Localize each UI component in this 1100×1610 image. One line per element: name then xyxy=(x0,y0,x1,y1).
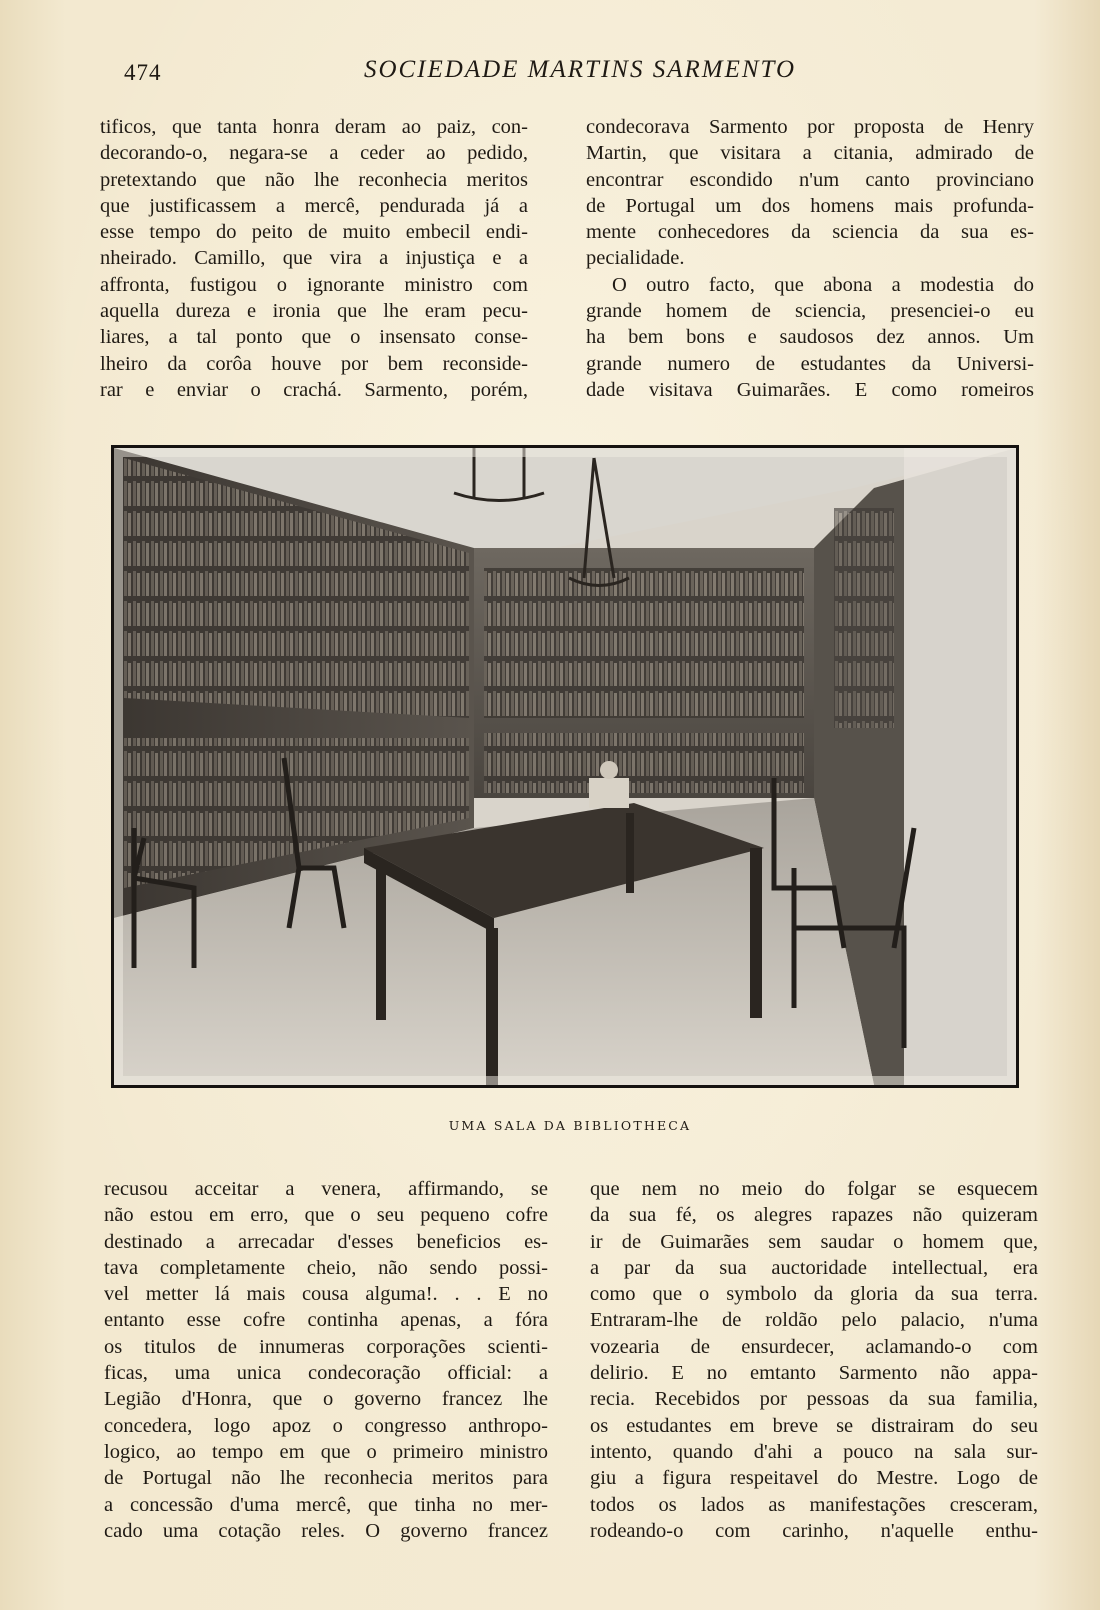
text-line: liares, a tal ponto que o insensato conse- xyxy=(100,326,528,349)
library-photograph xyxy=(111,445,1019,1088)
text-line: vozearia de ensurdecer, aclamando-o com xyxy=(590,1335,1038,1358)
text-line: grande homem de sciencia, presenciei-o eu xyxy=(586,300,1034,323)
text-line: tificos, que tanta honra deram ao paiz, con- xyxy=(100,116,528,138)
text-line: pretextando que não lhe reconhecia meritos xyxy=(100,168,528,191)
text-line: de Portugal não lhe reconhecia meritos para xyxy=(104,1467,548,1490)
text-line: aquella dureza e ironia que lhe eram pecu- xyxy=(100,300,528,323)
text-line: ir de Guimarães sem saudar o homem que, xyxy=(590,1230,1038,1253)
text-line: vel metter lá mais cousa alguma!. . . E no xyxy=(104,1283,548,1306)
text-line: mente conhecedores da sciencia da sua es- xyxy=(586,221,1034,244)
text-line: O outro facto, que abona a modestia do xyxy=(612,273,1034,296)
text-line: recusou acceitar a venera, affirmando, se xyxy=(104,1178,548,1200)
text-line: esse tempo do peito de muito embecil endi- xyxy=(100,221,528,244)
text-line: delirio. E no emtanto Sarmento não appa- xyxy=(590,1362,1038,1385)
text-line: os estudantes em breve se distrairam do seu xyxy=(590,1414,1038,1437)
text-line: os titulos de innumeras corporações scienti- xyxy=(104,1335,548,1358)
text-line: dade visitava Guimarães. E como romeiros xyxy=(586,378,1034,401)
text-line: Legião d'Honra, que o governo francez lhe xyxy=(104,1388,548,1411)
text-line: todos os lados as manifestações cresceram, xyxy=(590,1493,1038,1516)
text-line: como que o symbolo da gloria da sua terra. xyxy=(590,1283,1038,1306)
text-line: grande numero de estudantes da Universi- xyxy=(586,352,1034,375)
text-line: tava completamente cheio, não sendo possi- xyxy=(104,1256,548,1279)
text-line: que justificassem a mercê, pendurada já a xyxy=(100,194,528,217)
running-title: SOCIEDADE MARTINS SARMENTO xyxy=(363,56,797,83)
text-line: ficas, uma unica condecoração official: a xyxy=(104,1362,548,1385)
text-line: entanto esse cofre continha apenas, a fóra xyxy=(104,1309,548,1332)
text-line: giu a figura respeitavel do Mestre. Logo de xyxy=(590,1467,1038,1490)
text-line: lheiro da corôa houve por bem reconside- xyxy=(100,352,528,375)
text-line: pecialidade. xyxy=(586,247,685,270)
text-line: nheirado. Camillo, que vira a injustiça e a xyxy=(100,247,528,270)
text-line: a par da sua auctoridade intellectual, era xyxy=(590,1256,1038,1279)
text-line: rodeando-o com carinho, n'aquelle enthu- xyxy=(590,1519,1038,1542)
text-line: encontrar escondido n'um canto provinciano xyxy=(586,168,1034,191)
page-number: 474 xyxy=(124,60,162,85)
text-line: cado uma cotação reles. O governo francez xyxy=(104,1519,548,1542)
column-top-left xyxy=(100,114,528,403)
text-line: condecorava Sarmento por proposta de Henry xyxy=(586,116,1034,138)
text-line: Martin, que visitara a citania, admirado de xyxy=(586,142,1034,165)
column-bottom-right xyxy=(590,1176,1038,1544)
text-line: ha bem bons e saudosos dez annos. Um xyxy=(586,326,1034,349)
text-line: decorando-o, negara-se a ceder ao pedido, xyxy=(100,142,528,165)
text-line: não estou em erro, que o seu pequeno cofre xyxy=(104,1204,548,1227)
text-line: de Portugal um dos homens mais profunda- xyxy=(586,194,1034,217)
library-room-image xyxy=(114,448,1016,1085)
text-line: da sua fé, os alegres rapazes não quizeram xyxy=(590,1204,1038,1227)
text-line: a concessão d'uma mercê, que tinha no mer- xyxy=(104,1493,548,1516)
column-top-right xyxy=(586,114,1034,403)
text-line: intento, quando d'ahi a pouco na sala sur- xyxy=(590,1440,1038,1463)
text-line: Entraram-lhe de roldão pelo palacio, n'uma xyxy=(590,1309,1038,1332)
text-line: logico, ao tempo em que o primeiro ministro xyxy=(104,1440,548,1463)
figure-caption: UMA SALA DA BIBLIOTHECA xyxy=(448,1118,692,1133)
column-bottom-left xyxy=(104,1176,548,1544)
text-line: recia. Recebidos por pessoas da sua familia, xyxy=(590,1388,1038,1411)
text-line: que nem no meio do folgar se esquecem xyxy=(590,1178,1038,1200)
text-line: rar e enviar o crachá. Sarmento, porém, xyxy=(100,378,528,401)
text-line: destinado a arrecadar d'esses beneficios es- xyxy=(104,1230,548,1253)
text-line: concedera, logo apoz o congresso anthropo- xyxy=(104,1414,548,1437)
text-line: affronta, fustigou o ignorante ministro com xyxy=(100,273,528,296)
